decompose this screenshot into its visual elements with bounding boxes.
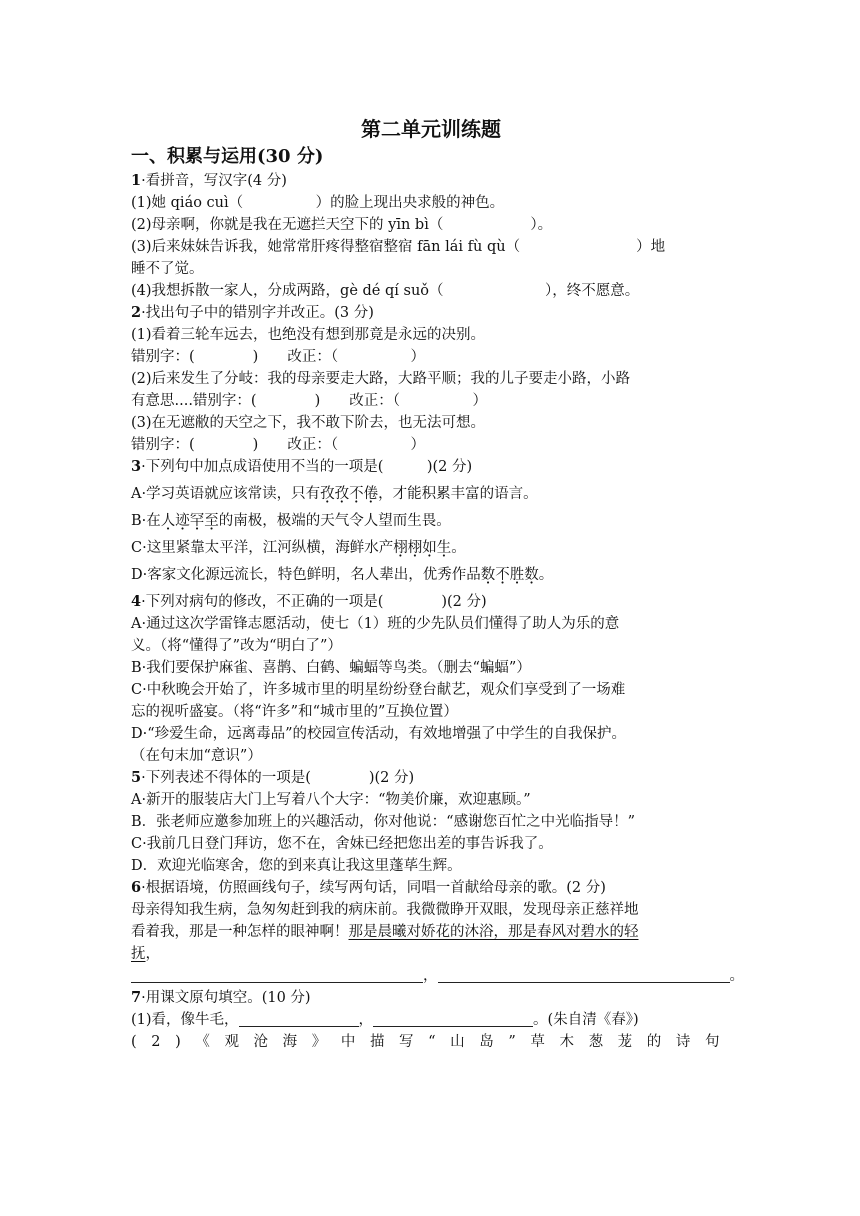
underlined-sentence-end: 抚 [131,946,146,962]
section-heading: 一、积累与运用(30 分) [131,146,324,167]
q2-item-2-answer[interactable]: 有意思....错别字：( ) 改正：（ ） [131,393,487,409]
q4-option-a-cont: 义。（将“懂得了”改为“明白了”） [131,638,342,654]
q4-option-b[interactable]: B·我们要保护麻雀、喜鹊、白鹤、蝙蝠等鸟类。（删去“蝙蝠”） [131,660,531,676]
emphasis-char: 数 [480,567,496,583]
emphasis-char: 孜 [334,486,350,502]
dotted-idiom [161,513,219,529]
question-6-stem: 6·根据语境，仿照画线句子，续写两句话，同唱一首献给母亲的歌。(2 分) [131,879,606,896]
q3-option-d[interactable]: D·客家文化源远流长，特色鲜明，名人辈出，优秀作品数不胜数。 [131,567,554,583]
emphasis-char: 如 [422,540,437,556]
q3-option-b[interactable]: B·在人迹罕至的南极，极端的天气令人望而生畏。 [131,513,451,529]
q2-item-2: (2)后来发生了分岐：我的母亲要走大路，大路平顺；我的儿子要走小路，小路 [131,371,631,387]
q7-item-2[interactable]: (2)《观沧海》中描写“山岛”草木葱茏的诗句 [131,1034,735,1050]
q2-item-3: (3)在无遮敝的天空之下，我不敢下阶去，也无法可想。 [131,415,486,431]
q5-option-d[interactable]: D．欢迎光临寒舍，您的到来真让我这里蓬荜生辉。 [131,858,462,874]
q2-item-3-answer[interactable]: 错别字：( ) 改正：（ ） [131,437,426,453]
q6-answer-line[interactable]: ， 。 [131,965,731,987]
emphasis-char: 迹 [175,513,190,529]
emphasis-char: 胜 [509,567,525,583]
exam-page [131,110,744,1053]
q1-item-3-cont: 睡不了觉。 [131,261,204,277]
dotted-idiom [393,540,451,556]
q3-option-a[interactable]: A·学习英语就应该常读，只有孜孜不倦，才能积累丰富的语言。 [131,486,538,502]
emphasis-char: 栩 [407,540,423,556]
question-2-stem: 2·找出句子中的错别字并改正。(3 分) [131,304,374,321]
q6-passage-line-1: 母亲得知我生病，急匆匆赶到我的病床前。我微微睁开双眼，发现母亲正慈祥地 [131,902,639,918]
q4-option-c[interactable]: C·中秋晚会开始了，许多城市里的明星纷纷登台献艺，观众们享受到了一场难 [131,682,626,698]
answer-blank[interactable] [131,966,423,983]
q5-option-a[interactable]: A·新开的服装店大门上写着八个大字：“物美价廉，欢迎惠顾。” [131,792,531,808]
q1-item-1[interactable]: (1)她 qiáo cuì（ ）的脸上现出央求般的神色。 [131,195,505,211]
question-5-stem[interactable]: 5·下列表述不得体的一项是( )(2 分) [131,769,415,786]
answer-blank[interactable] [239,1010,359,1027]
question-3-stem[interactable]: 3·下列句中加点成语使用不当的一项是( )(2 分) [131,458,473,475]
emphasis-char: 数 [524,567,539,583]
dotted-idiom [320,486,378,502]
emphasis-char: 不 [349,486,364,502]
emphasis-char: 至 [204,513,219,529]
q6-passage-line-3: 抚， [131,946,160,962]
emphasis-char: 不 [495,567,510,583]
q1-item-2[interactable]: (2)母亲啊，你就是我在无遮拦天空下的 yīn bì（ ）。 [131,217,553,233]
q4-option-d[interactable]: D·“珍爱生命，远离毒品”的校园宣传活动，有效地增强了中学生的自我保护。 [131,726,627,742]
answer-blank[interactable] [373,1010,533,1027]
question-4-stem[interactable]: 4·下列对病句的修改，不正确的一项是( )(2 分) [131,593,487,610]
dotted-idiom [481,567,539,583]
q5-option-b[interactable]: B．张老师应邀参加班上的兴趣活动，你对他说：“感谢您百忙之中光临指导！” [131,814,635,830]
q3-option-c[interactable]: C·这里紧靠太平洋，江河纵横，海鲜水产栩栩如生。 [131,540,466,556]
q2-item-1-answer[interactable]: 错别字：( ) 改正：（ ） [131,349,426,365]
q7-item-1[interactable]: (1)看，像牛毛， ， 。(朱自清《春》) [131,1012,639,1028]
question-1-stem: 1·看拼音，写汉字(4 分) [131,172,287,189]
underlined-sentence: 那是晨曦对娇花的沐浴，那是春风对碧水的轻 [348,924,639,940]
q4-option-d-cont: （在句末加“意识”） [131,748,262,764]
question-7-stem: 7·用课文原句填空。(10 分) [131,989,311,1006]
q4-option-a[interactable]: A·通过这次学雷锋志愿活动，使七（1）班的少先队员们懂得了助人为乐的意 [131,616,620,632]
emphasis-char: 栩 [393,540,408,556]
emphasis-char: 孜 [320,486,335,502]
q2-item-1: (1)看着三轮车远去，也绝没有想到那竟是永远的决别。 [131,327,486,343]
emphasis-char: 罕 [189,513,205,529]
page-title: 第二单元训练题 [361,117,501,141]
emphasis-char: 人 [160,513,176,529]
emphasis-char: 倦 [363,486,379,502]
q4-option-c-cont: 忘的视听盛宴。（将“许多”和“城市里的”互换位置） [131,704,458,720]
q6-passage-line-2: 看着我，那是一种怎样的眼神啊！那是晨曦对娇花的沐浴，那是春风对碧水的轻 [131,924,639,940]
emphasis-char: 生 [436,540,452,556]
q5-option-c[interactable]: C·我前几日登门拜访，您不在，舍妹已经把您出差的事告诉我了。 [131,836,553,852]
q1-item-3[interactable]: (3)后来妹妹告诉我，她常常肝疼得整宿整宿 fān lái fù qù（ ）地 [131,239,666,255]
q1-item-4[interactable]: (4)我想拆散一家人，分成两路，gè dé qí suǒ（ ），终不愿意。 [131,283,640,299]
answer-blank[interactable] [438,966,730,983]
